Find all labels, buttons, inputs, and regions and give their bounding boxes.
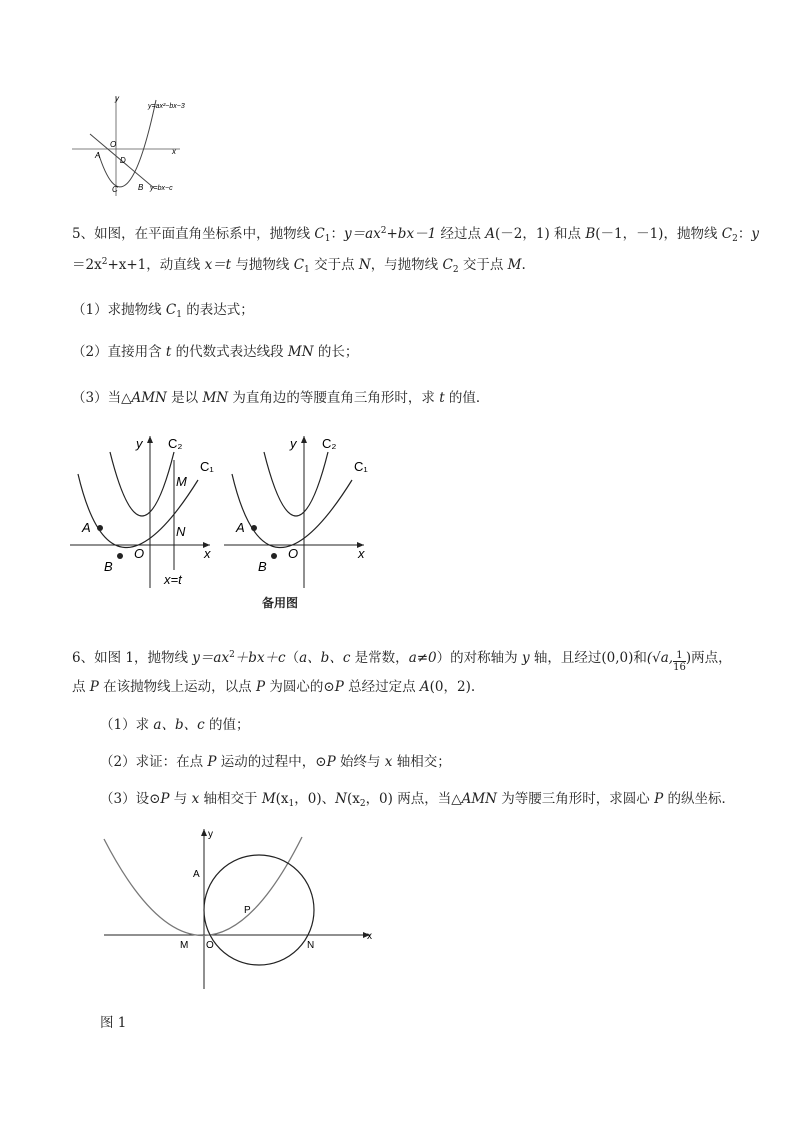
q5-part1: （1）求抛物线 $C_1$ 的表达式； [72,302,254,320]
top-y-label: y [115,94,119,103]
q6-figure [100,825,380,995]
q5-spare-caption: 备用图 [262,596,299,610]
top-x-label: x [172,147,176,156]
q5-figure-main [66,430,216,590]
q5a-x-label: x [204,546,211,561]
q5-number: 5、 [72,226,95,242]
q6-part1: （1）求 a、b、c 的值； [100,717,250,733]
q6-part3: （3）设⊙P 与 x 轴相交于 $M(x_1$，0)、$N(x_2$，0) 两点，当△AMN 为等腰三角形时，求圆心 P 的纵坐标． [100,791,735,809]
top-figure [68,92,208,200]
q6-p-label: P [244,905,251,916]
q6-line2: 点 P 在该抛物线上运动，以点 P 为圆心的⊙P 总经过定点 A(0，2). [72,679,476,695]
q5-part2: （2）直接用含 t 的代数式表达线段 MN 的长； [72,344,359,360]
q5-figure-spare [220,430,370,590]
q5a-a-label: A [82,520,91,535]
q5b-o-label: O [288,546,299,561]
q6-m-label: M [180,940,189,951]
q6-line1: 6、如图 1，抛物线 $y=ax^2+bx+c(a$、b、c 是常数，a≠0）的对称轴为 y 轴，且经过(0,0)和(√a, $\frac{1}{16}$ )两点， [72,650,732,673]
q5b-x-label: x [358,546,365,561]
q6-o-label: O [206,940,214,951]
q5a-n-label: N [176,524,186,539]
q5a-parabola-c2 [110,452,174,516]
q5a-c1-label: C₁ [200,459,214,474]
q5a-c2-label: C₂ [168,436,183,451]
q5a-y-label: y [136,436,143,451]
q5-part3: （3）当△AMN 是以 MN 为直角边的等腰直角三角形时，求 t 的值． [72,390,490,406]
q5b-c1-label: C₁ [354,459,368,474]
q5b-b-label: B [258,559,267,574]
top-eq2-label: y=bx−c [150,185,173,192]
q5b-y-label: y [290,436,297,451]
q5a-b-label: B [104,559,113,574]
q5b-c2-label: C₂ [322,436,337,451]
q5-line2: $=2x^2+x+1$，动直线 x＝t 与抛物线 $C_1$ 交于点 N，与抛物线 $C_2$ 交于点 M. [72,257,526,275]
q6-x-label: x [367,931,372,942]
top-c-label: C [112,185,118,194]
q6-part2: （2）求证：在点 P 运动的过程中，⊙P 始终与 x 轴相交； [100,754,451,770]
q6-circle [204,855,314,965]
top-parabola [98,100,156,187]
q6-y-label: y [208,829,213,840]
q5-line1: 5、如图，在平面直角坐标系中，抛物线 $C_1$：$y=ax^2+bx-1$ 经过点 A(－2，1) 和点 B(－1，－1)，抛物线 $C_2$：y [72,226,759,244]
q6-number: 6、 [72,650,95,666]
q5a-xt-label: x=t [164,572,182,587]
q5a-o-label: O [134,546,145,561]
q6-n-label: N [307,940,315,951]
q5a-m-label: M [176,474,187,489]
q5a-point-b [117,553,123,559]
q5b-point-a [251,525,257,531]
q6-parabola [104,837,302,936]
top-o-label: O [110,140,117,149]
q5b-point-b [271,553,277,559]
q5b-parabola-c2 [264,452,328,516]
q6-figure-caption: 图 1 [100,1015,127,1031]
top-b-label: B [138,183,144,192]
q5a-point-a [97,525,103,531]
top-eq1-label: y=ax²−bx−3 [148,103,185,110]
top-d-label: D [120,156,126,165]
q5b-parabola-c1 [232,474,352,548]
q6-fraction: $\frac{1}{16}$ [673,650,686,673]
top-a-label: A [95,151,101,160]
q6-a-label: A [193,869,200,880]
q5b-a-label: A [236,520,245,535]
